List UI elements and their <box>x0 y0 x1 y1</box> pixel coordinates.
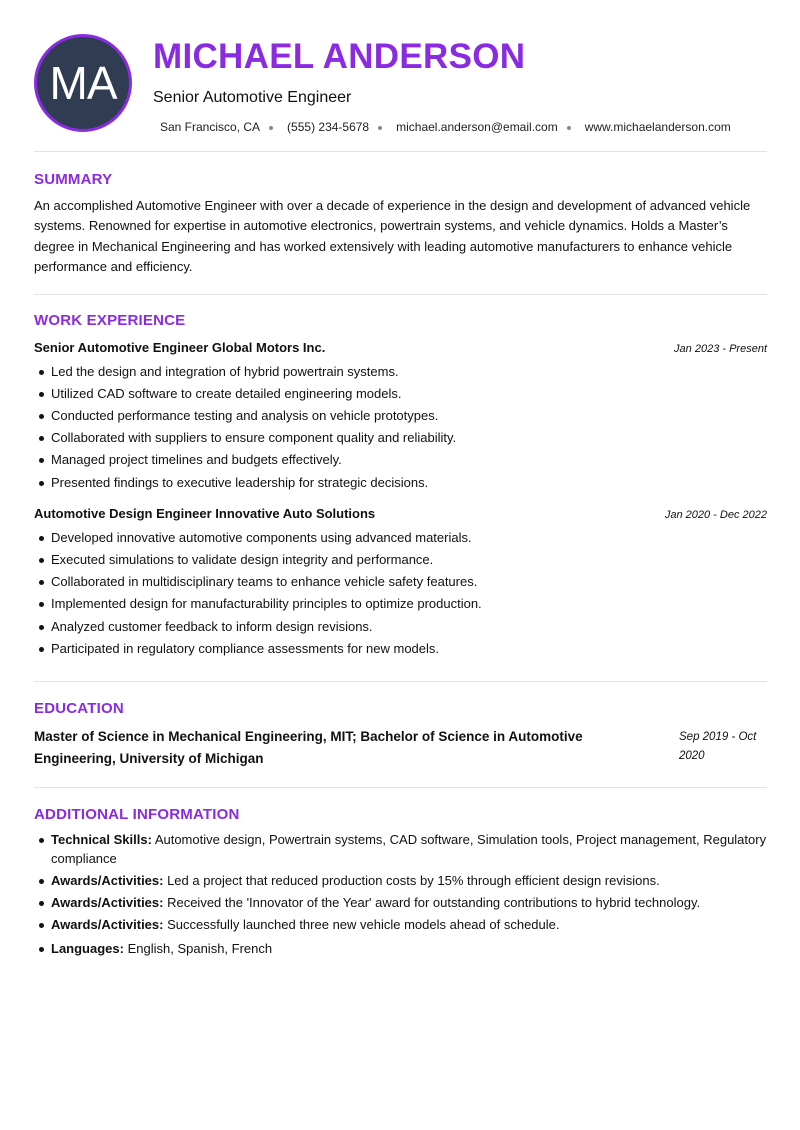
job-bullets <box>34 527 767 660</box>
contact-phone: (555) 234-5678 <box>287 120 370 134</box>
additional-bullets <box>34 830 767 958</box>
list-item: Participated in regulatory compliance assessments for new models. <box>51 638 767 660</box>
job-title: Senior Automotive Engineer Global Motors Inc. <box>34 339 326 355</box>
list-item: Utilized CAD software to create detailed engineering models. <box>51 383 767 405</box>
item-label: Languages: <box>51 941 124 957</box>
item-label: Awards/Activities: <box>51 873 164 889</box>
work-experience-section <box>34 295 767 681</box>
list-item: Presented findings to executive leadership for strategic decisions. <box>51 472 767 494</box>
list-item <box>51 871 767 890</box>
job-date: Jan 2020 - Dec 2022 <box>664 508 767 521</box>
job-header <box>34 506 767 521</box>
job-header <box>34 340 767 355</box>
item-label: Awards/Activities: <box>51 895 164 911</box>
list-item: Conducted performance testing and analysis on vehicle prototypes. <box>51 405 767 427</box>
list-item: Executed simulations to validate design integrity and performance. <box>51 549 767 571</box>
contact-website: www.michaelanderson.com <box>584 120 731 134</box>
list-item <box>51 893 767 912</box>
summary-text: An accomplished Automotive Engineer with over a decade of experience in the design and development of advanced vehicle systems. Renowned for expertise in automotive electronics, powertrain systems, and vehicle dynamics. Holds a Master’s degree in Mechanical Engineering and has worked extensively with leading automotive manufacturers to enhance vehicle performance and efficiency. <box>34 198 751 275</box>
list-item <box>51 830 767 868</box>
item-label: Technical Skills: <box>51 832 152 848</box>
contact-location: San Francisco, CA <box>160 120 261 134</box>
separator-dot-icon <box>378 126 382 130</box>
list-item: Analyzed customer feedback to inform design revisions. <box>51 616 767 638</box>
job-bullets <box>34 361 767 494</box>
item-label: Awards/Activities: <box>51 917 164 933</box>
separator-dot-icon <box>567 126 571 130</box>
section-title-summary: SUMMARY <box>34 171 113 188</box>
item-text: Successfully launched three new vehicle models ahead of schedule. <box>163 917 560 933</box>
education-entry <box>34 726 767 770</box>
list-item: Collaborated with suppliers to ensure component quality and reliability. <box>51 427 767 449</box>
summary-section <box>34 152 767 294</box>
separator-dot-icon <box>269 126 273 130</box>
list-item <box>51 915 767 934</box>
section-title-education: EDUCATION <box>34 700 124 718</box>
resume-header <box>34 0 767 151</box>
job-date: Jan 2023 - Present <box>674 342 767 355</box>
job-entry <box>34 506 767 660</box>
candidate-name: MICHAEL ANDERSON <box>153 37 526 76</box>
list-item: Managed project timelines and budgets effectively. <box>51 449 767 471</box>
list-item: Implemented design for manufacturability principles to optimize production. <box>51 593 767 615</box>
list-item <box>51 939 767 958</box>
job-entry <box>34 340 767 494</box>
list-item: Collaborated in multidisciplinary teams to enhance vehicle safety features. <box>51 571 767 593</box>
contact-line <box>160 120 731 134</box>
list-item: Led the design and integration of hybrid powertrain systems. <box>51 361 767 383</box>
item-text: Automotive design, Powertrain systems, CAD software, Simulation tools, Project management, Regulatory compliance <box>51 832 767 867</box>
education-degree: Master of Science in Mechanical Engineering, MIT; Bachelor of Science in Automotive Engineering, University of Michigan <box>34 729 583 767</box>
contact-email: michael.anderson@email.com <box>396 120 558 134</box>
item-text: Received the 'Innovator of the Year' award for outstanding contributions to hybrid technology. <box>163 895 701 911</box>
section-title-work-experience: WORK EXPERIENCE <box>34 311 186 329</box>
education-date: Sep 2019 - Oct 2020 <box>679 731 757 763</box>
job-title: Automotive Design Engineer Innovative Auto Solutions <box>34 505 376 521</box>
section-title-additional-information: ADDITIONAL INFORMATION <box>34 806 240 824</box>
avatar-initials: MA <box>49 57 117 109</box>
candidate-role: Senior Automotive Engineer <box>153 89 352 106</box>
education-section <box>34 682 767 787</box>
item-text: Led a project that reduced production costs by 15% through efficient design revisions. <box>163 873 660 889</box>
additional-information-section <box>34 788 767 958</box>
avatar <box>34 34 132 132</box>
list-item: Developed innovative automotive components using advanced materials. <box>51 527 767 549</box>
item-text: English, Spanish, French <box>123 941 273 957</box>
